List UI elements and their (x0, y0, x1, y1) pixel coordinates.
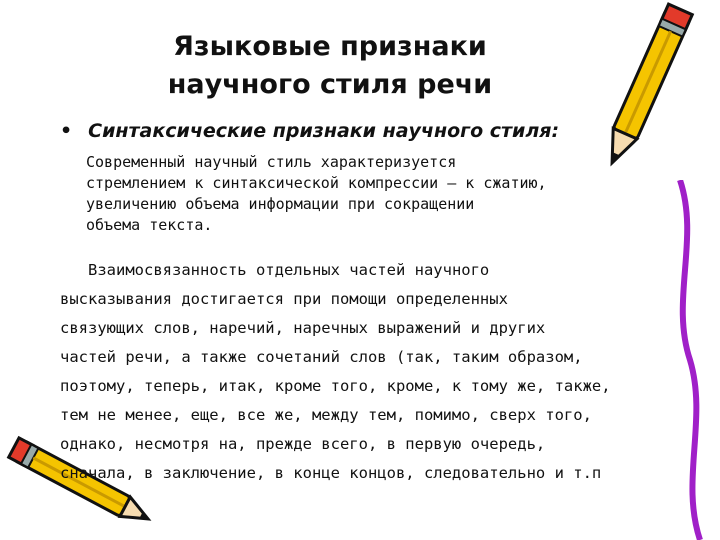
paragraph2-line: сначала, в заключение, в конце концов, следовательно и т.п (60, 464, 602, 482)
title-line-2: научного стиля речи (167, 69, 493, 100)
paragraph1-line: стремлением к синтаксической компрессии – к сжатию, (86, 174, 547, 192)
bullet-heading: Синтаксические признаки научного стиля: (88, 120, 560, 142)
ribbon-decoration (660, 180, 720, 540)
paragraph2-line: связующих слов, наречий, наречных выражений и других (60, 319, 546, 337)
paragraph2-line: частей речи, а также сочетаний слов (так, таким образом, (60, 348, 583, 366)
paragraph2-line: поэтому, теперь, итак, кроме того, кроме, к тому же, также, (60, 377, 611, 395)
title-line-1: Языковые признаки (173, 31, 487, 62)
paragraph-connectives (60, 256, 660, 488)
paragraph1-line: увеличению объема информации при сокращении (86, 195, 475, 213)
paragraph2-line: высказывания достигается при помощи определенных (60, 290, 508, 308)
paragraph-compression (86, 152, 646, 236)
paragraph1-line: объема текста. (86, 216, 213, 234)
paragraph2-line: тем не менее, еще, все же, между тем, помимо, сверх того, (60, 406, 592, 424)
bullet-heading-row (60, 120, 559, 142)
bullet-marker: • (60, 120, 73, 142)
paragraph2-line: Взаимосвязанность отдельных частей научного (88, 261, 490, 279)
paragraph1-line: Современный научный стиль характеризуется (86, 153, 457, 171)
slide-title (120, 28, 540, 104)
paragraph2-line: однако, несмотря на, прежде всего, в первую очередь, (60, 435, 546, 453)
